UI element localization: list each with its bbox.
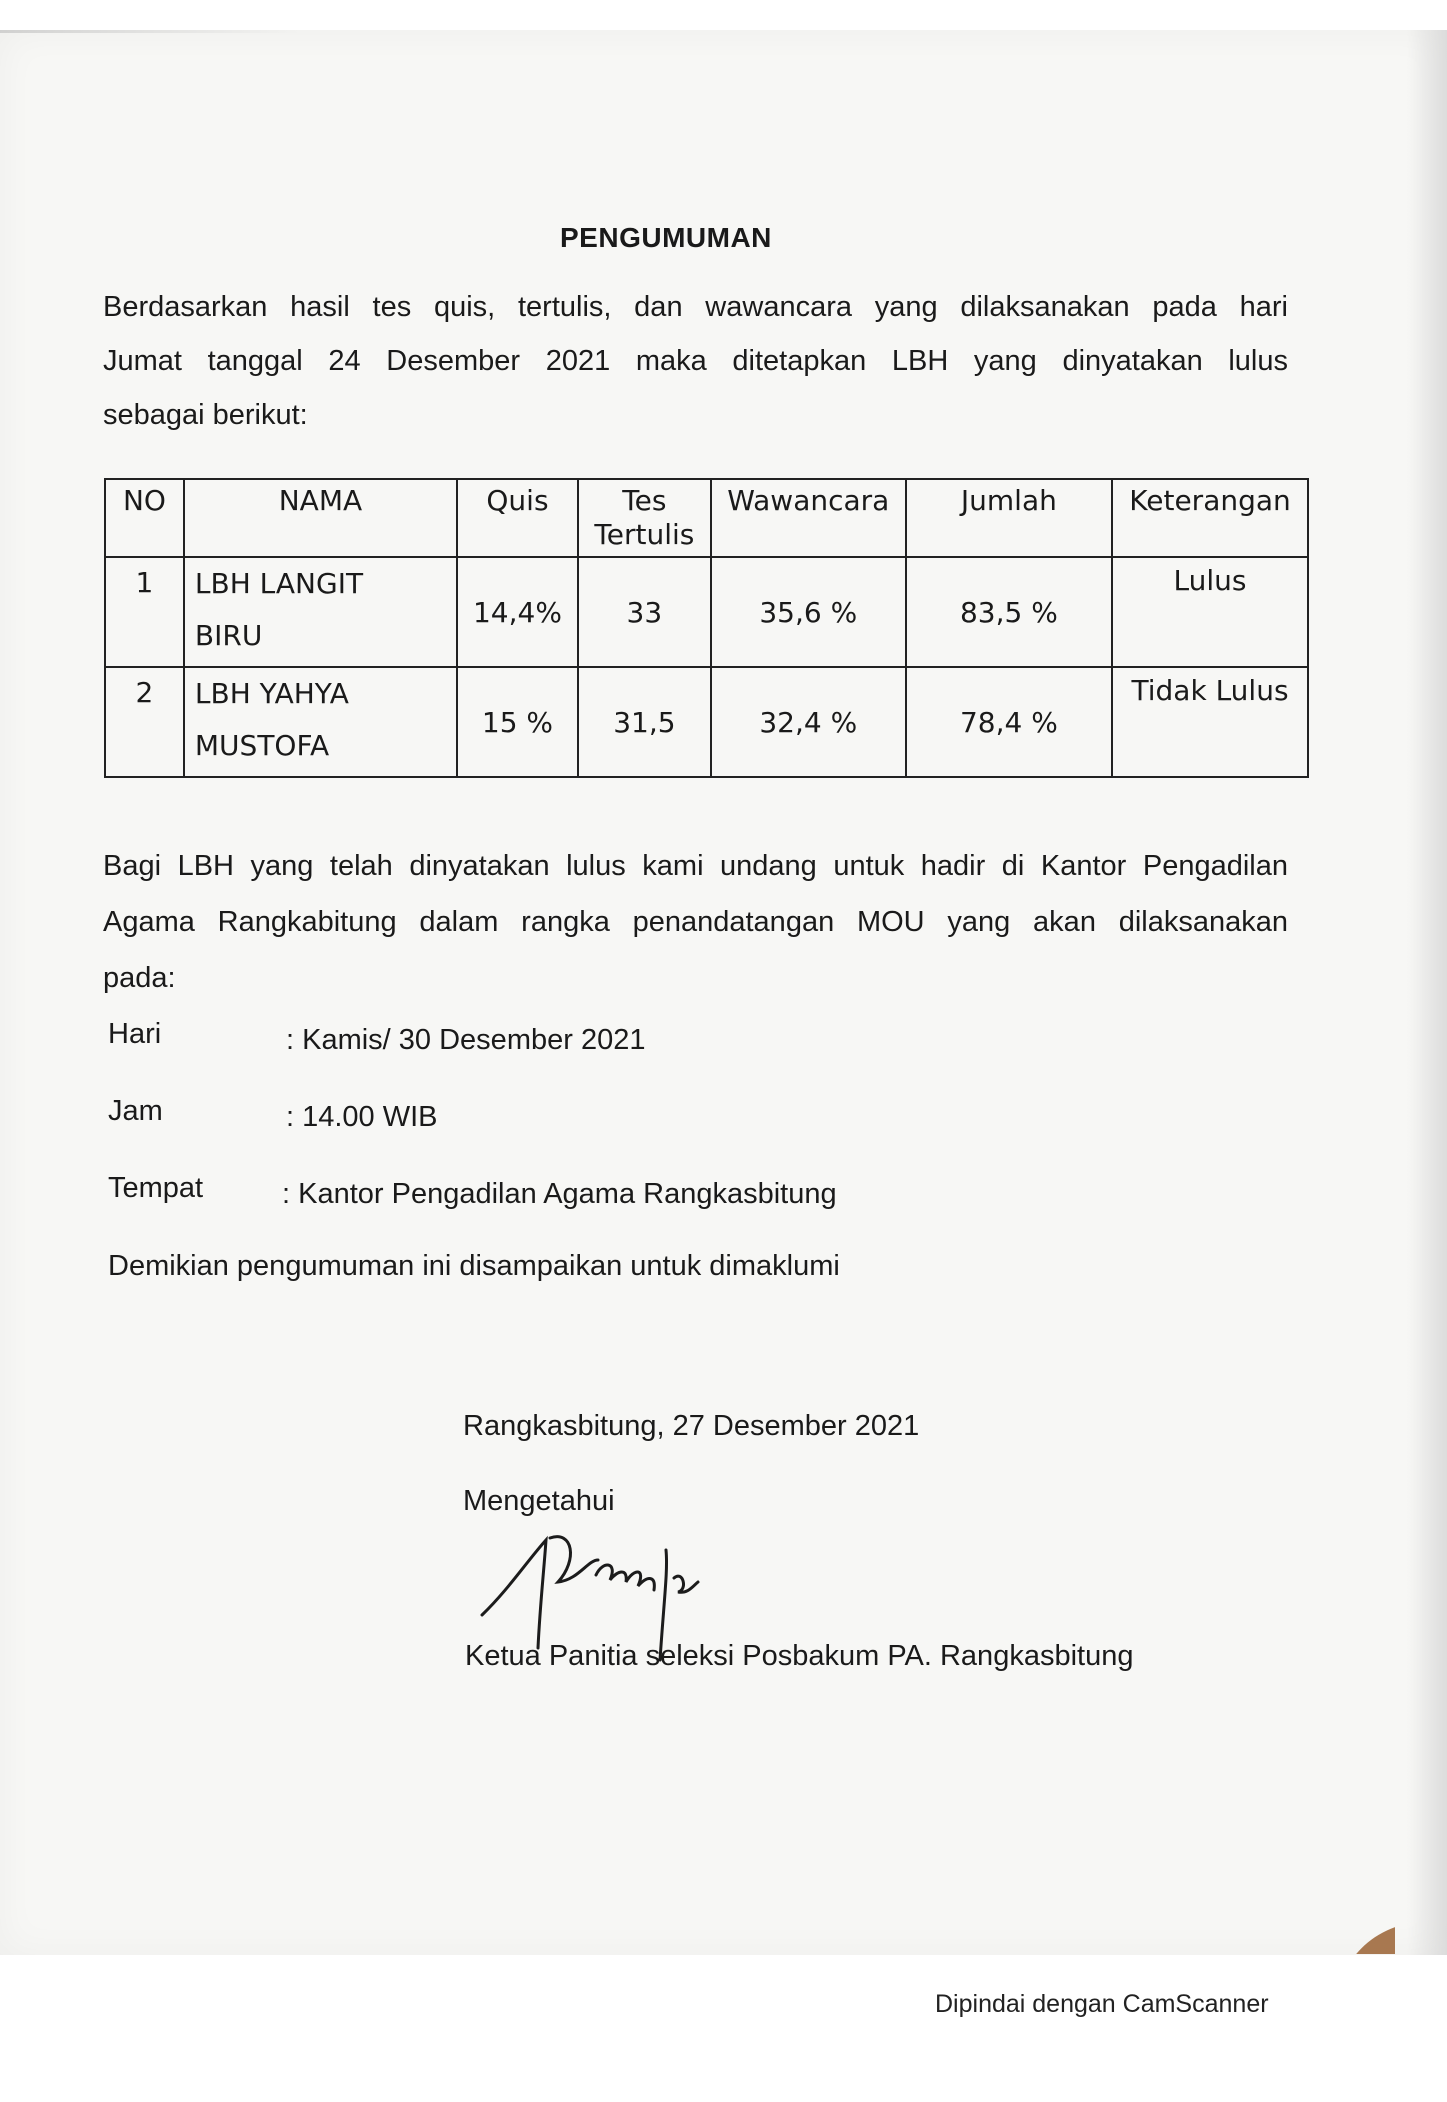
intro-paragraph xyxy=(103,280,1288,442)
table-row xyxy=(105,667,1308,777)
invitation-paragraph xyxy=(103,838,1288,1006)
cell-nama-line-1: LBH YAHYA xyxy=(194,677,349,710)
closing-sentence: Demikian pengumuman ini disampaikan untuk dimaklumi xyxy=(108,1250,840,1282)
header-tes-line-1: Tes xyxy=(622,484,667,517)
jam-label: Jam xyxy=(108,1095,163,1127)
cell-jumlah: 83,5 % xyxy=(906,557,1112,667)
cell-wawancara: 35,6 % xyxy=(711,557,906,667)
invite-line-3: pada: xyxy=(103,962,176,994)
cell-nama-line-1: LBH LANGIT xyxy=(194,567,364,600)
table-header-row xyxy=(105,479,1308,557)
tempat-label: Tempat xyxy=(108,1172,204,1204)
invite-line-2: Agama Rangkabitung dalam rangka penandatangan MOU yang akan dilaksanakan xyxy=(103,906,1288,938)
jam-value: : 14.00 WIB xyxy=(286,1101,438,1133)
intro-line-1: Berdasarkan hasil tes quis, tertulis, dan wawancara yang dilaksanakan pada hari xyxy=(103,291,1288,323)
intro-line-3: sebagai berikut: xyxy=(103,399,308,431)
page-title: PENGUMUMAN xyxy=(560,222,772,253)
header-no: NO xyxy=(105,479,184,557)
result-table xyxy=(104,478,1309,778)
cell-wawancara: 32,4 % xyxy=(711,667,906,777)
cell-tes: 33 xyxy=(578,557,711,667)
cell-quis: 14,4% xyxy=(457,557,578,667)
table-row xyxy=(105,557,1308,667)
sheet-edge-shadow xyxy=(1407,30,1447,1955)
header-tes-tertulis xyxy=(578,479,711,557)
scan-artifact xyxy=(0,30,300,33)
signer-title: Ketua Panitia seleksi Posbakum PA. Rangkasbitung xyxy=(465,1640,1134,1672)
cell-quis: 15 % xyxy=(457,667,578,777)
tempat-value: : Kantor Pengadilan Agama Rangkasbitung xyxy=(282,1178,837,1210)
hari-label: Hari xyxy=(108,1018,162,1050)
acknowledged-label: Mengetahui xyxy=(463,1485,615,1517)
header-keterangan: Keterangan xyxy=(1112,479,1308,557)
cell-nama-line-2: MUSTOFA xyxy=(194,729,330,762)
invite-line-1: Bagi LBH yang telah dinyatakan lulus kami undang untuk hadir di Kantor Pengadilan xyxy=(103,850,1288,882)
intro-line-2: Jumat tanggal 24 Desember 2021 maka ditetapkan LBH yang dinyatakan lulus xyxy=(103,345,1288,377)
header-wawancara: Wawancara xyxy=(711,479,906,557)
cell-nama xyxy=(184,667,457,777)
cell-nama xyxy=(184,557,457,667)
scanner-watermark: Dipindai dengan CamScanner xyxy=(935,1990,1269,2018)
header-quis: Quis xyxy=(457,479,578,557)
header-nama: NAMA xyxy=(184,479,457,557)
cell-jumlah: 78,4 % xyxy=(906,667,1112,777)
cell-keterangan: Lulus xyxy=(1112,557,1308,667)
header-jumlah: Jumlah xyxy=(906,479,1112,557)
place-and-date: Rangkasbitung, 27 Desember 2021 xyxy=(463,1410,920,1442)
header-tes-line-2: Tertulis xyxy=(594,518,695,551)
cell-no: 1 xyxy=(105,557,184,667)
cell-nama-line-2: BIRU xyxy=(194,619,263,652)
cell-keterangan: Tidak Lulus xyxy=(1112,667,1308,777)
cell-tes: 31,5 xyxy=(578,667,711,777)
hari-value: : Kamis/ 30 Desember 2021 xyxy=(286,1024,646,1056)
cell-no: 2 xyxy=(105,667,184,777)
